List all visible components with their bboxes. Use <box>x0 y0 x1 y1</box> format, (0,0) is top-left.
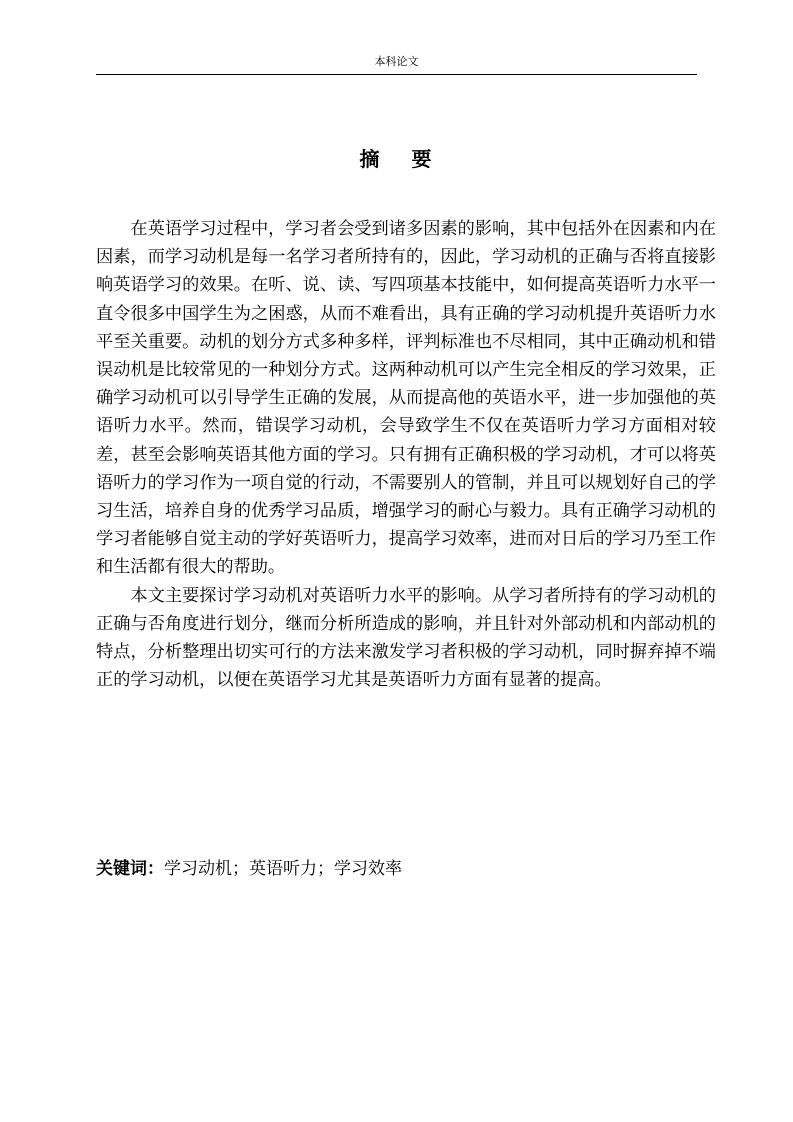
keywords-value: 学习动机；英语听力；学习效率 <box>164 859 402 879</box>
abstract-body <box>96 215 716 694</box>
header-rule <box>96 74 697 75</box>
abstract-paragraph-1: 在英语学习过程中，学习者会受到诸多因素的影响，其中包括外在因素和内在因素，而学习动机是每一名学习者所持有的，因此，学习动机的正确与否将直接影响英语学习的效果。在听、说、读、写四项基本技能中，如何提高英语听力水平一直令很多中国学生为之困惑，从而不难看出，具有正确的学习动机提升英语听力水平至关重要。动机的划分方式多种多样，评判标准也不尽相同，其中正确动机和错误动机是比较常见的一种划分方式。这两种动机可以产生完全相反的学习效果，正确学习动机可以引导学生正确的发展，从而提高他的英语水平，进一步加强他的英语听力水平。然而，错误学习动机，会导致学生不仅在英语听力学习方面相对较差，甚至会影响英语其他方面的学习。只有拥有正确积极的学习动机，才可以将英语听力的学习作为一项自觉的行动，不需要别人的管制，并且可以规划好自己的学习生活，培养自身的优秀学习品质，增强学习的耐心与毅力。具有正确学习动机的学习者能够自觉主动的学好英语听力，提高学习效率，进而对日后的学习乃至工作和生活都有很大的帮助。 <box>96 219 716 578</box>
abstract-paragraph-2: 本文主要探讨学习动机对英语听力水平的影响。从学习者所持有的学习动机的正确与否角度进行划分，继而分析所造成的影响，并且针对外部动机和内部动机的特点，分析整理出切实可行的方法来激发学习者积极的学习动机，同时摒弃掉不端正的学习动机，以便在英语学习尤其是英语听力方面有显著的提高。 <box>96 585 716 691</box>
abstract-title-first-char: 摘 <box>359 147 382 171</box>
abstract-title <box>0 146 793 172</box>
running-header: 本科论文 <box>374 55 419 68</box>
keywords-line <box>96 855 716 883</box>
abstract-title-second-char: 要 <box>411 147 434 171</box>
keywords-label: 关键词： <box>96 859 164 879</box>
